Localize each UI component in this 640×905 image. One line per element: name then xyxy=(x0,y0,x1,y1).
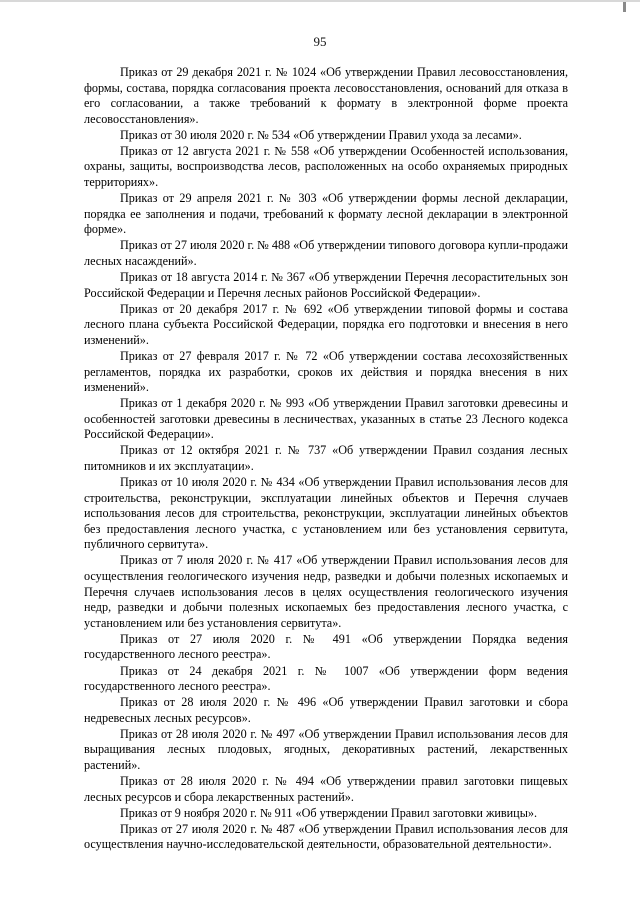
order-paragraph: Приказ от 28 июля 2020 г. № 494 «Об утверждении правил заготовки пищевых лесных ресурсов и сбора лекарственных растений». xyxy=(84,774,568,804)
order-paragraph: Приказ от 12 октября 2021 г. № 737 «Об утверждении Правил создания лесных питомников и их эксплуатации». xyxy=(84,443,568,474)
order-list xyxy=(84,65,568,854)
order-paragraph: Приказ от 27 июля 2020 г. № 488 «Об утверждении типового договора купли-продажи лесных насаждений». xyxy=(84,238,568,268)
order-paragraph: Приказ от 28 июля 2020 г. № 496 «Об утверждении Правил заготовки и сбора недревесных лесных ресурсов». xyxy=(84,695,568,725)
order-paragraph: Приказ от 28 июля 2020 г. № 497 «Об утверждении Правил использования лесов для выращивания лесных плодовых, ягодных, декоративных растений, лекарственных растений». xyxy=(84,726,568,772)
page-number: 95 xyxy=(313,34,327,49)
order-paragraph: Приказ от 24 декабря 2021 г. № 1007 «Об утверждении форм ведения государственного лесного реестра». xyxy=(84,663,568,694)
order-paragraph: Приказ от 29 апреля 2021 г. № 303 «Об утверждении формы лесной декларации, порядка ее заполнения и подачи, требований к формату лесной декларации в электронной форме». xyxy=(84,191,568,237)
order-paragraph: Приказ от 27 июля 2020 г. № 491 «Об утверждении Порядка ведения государственного лесного реестра». xyxy=(84,631,568,662)
order-paragraph: Приказ от 27 февраля 2017 г. № 72 «Об утверждении состава лесохозяйственных регламентов, порядка их разработки, сроков их действия и порядка внесения в них изменений». xyxy=(84,349,568,395)
order-paragraph: Приказ от 9 ноября 2020 г. № 911 «Об утверждении Правил заготовки живицы». xyxy=(120,805,538,820)
order-paragraph: Приказ от 10 июля 2020 г. № 434 «Об утверждении Правил использования лесов для строительства, реконструкции, эксплуатации линейных объектов и Перечня случаев использования лесов для строительства, реконструкции, эксплуатации линейных объектов без предоставления лесного участка, с установлением или без установления сервитута, публичного сервитута». xyxy=(84,475,568,552)
order-paragraph: Приказ от 12 августа 2021 г. № 558 «Об утверждении Особенностей использования, охраны, защиты, воспроизводства лесов, расположенных на особо охраняемых природных территориях». xyxy=(84,143,568,190)
order-paragraph: Приказ от 30 июля 2020 г. № 534 «Об утверждении Правил ухода за лесами». xyxy=(120,127,522,142)
scan-edge-mark xyxy=(623,2,626,12)
order-paragraph: Приказ от 1 декабря 2020 г. № 993 «Об утверждении Правил заготовки древесины и особенностей заготовки древесины в лесничествах, указанных в статье 23 Лесного кодекса Российской Федерации». xyxy=(84,396,568,442)
order-paragraph: Приказ от 7 июля 2020 г. № 417 «Об утверждении Правил использования лесов для осуществления геологического изучения недр, разведки и добычи полезных ископаемых и Перечня случаев использования лесов в целях осуществления геологического изучения недр, разведки и добычи полезных ископаемых без предоставления лесного участка, с установлением или без установления сервитута». xyxy=(84,553,568,630)
order-paragraph: Приказ от 29 декабря 2021 г. № 1024 «Об утверждении Правил лесовосстановления, формы, состава, порядка согласования проекта лесовосстановления, оснований для отказа в его согласовании, а также требований к формату в электронной форме проекта лесовосстановления». xyxy=(84,65,568,126)
order-paragraph: Приказ от 18 августа 2014 г. № 367 «Об утверждении Перечня лесорастительных зон Российской Федерации и Перечня лесных районов Российской Федерации». xyxy=(84,270,568,300)
order-paragraph: Приказ от 27 июля 2020 г. № 487 «Об утверждении Правил использования лесов для осуществления научно-исследовательской деятельности, образовательной деятельности». xyxy=(84,821,568,852)
order-paragraph: Приказ от 20 декабря 2017 г. № 692 «Об утверждении типовой формы и состава лесного плана субъекта Российской Федерации, порядка его подготовки и внесения в него изменений». xyxy=(84,301,568,347)
